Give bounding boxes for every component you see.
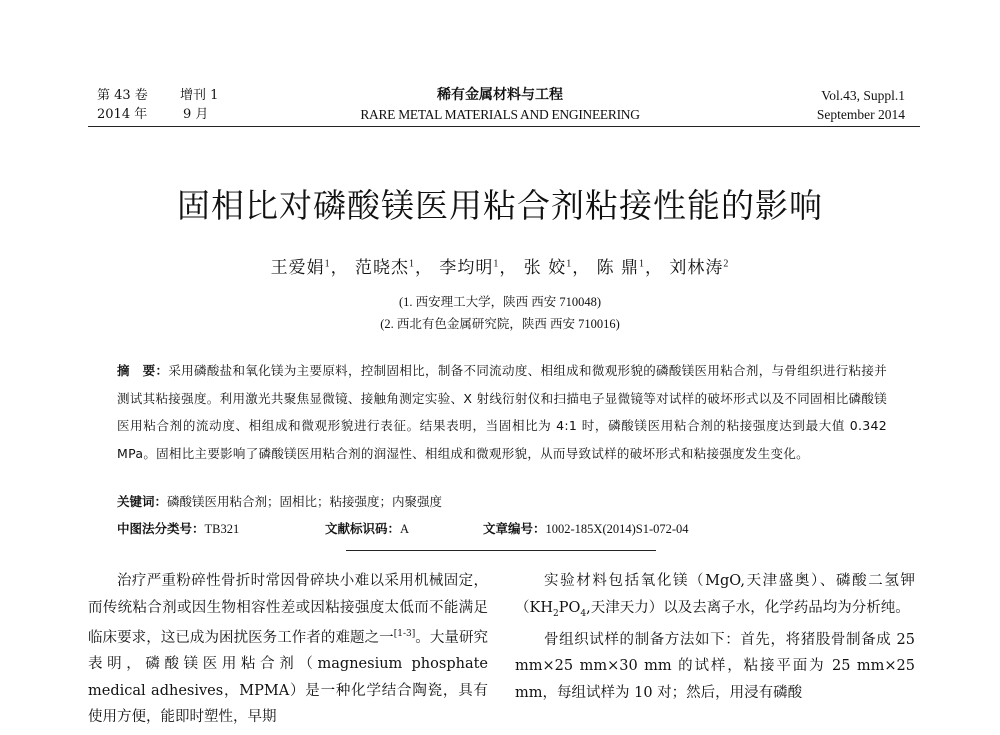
author-name: 刘林涛 [669,258,724,278]
article-number [483,519,689,537]
document-code [325,519,409,537]
author-affiliation-mark: 1 [324,258,331,270]
body-right-column [515,568,915,706]
author-affiliation-mark: 2 [723,258,730,270]
document-code-value: A [400,522,410,536]
author-name: 张 姣 [523,258,567,278]
header-rule [88,126,920,127]
affiliation-2: (2. 西北有色金属研究院，陕西 西安 710016) [380,317,620,331]
article-number-value: 1002-185X(2014)S1-072-04 [545,522,689,536]
keywords [117,492,442,510]
header-volume-en: Vol.43, Suppl.1 [821,88,905,103]
section-divider [346,550,656,551]
body-left-column [88,568,488,731]
clc-number [117,519,239,537]
author-affiliation-mark: 1 [493,258,500,270]
body-paragraph: 治疗严重粉碎性骨折时常因骨碎块小难以采用机械固定，而传统粘合剂或因生物相容性差或因粘接强度太低而不能满足临床要求，这已成为困扰医务工作者的难题之一[1-3]。大量研究表明，磷酸镁医用粘合剂（magnesium phosphate medical adhesives，MPMA）是一种化学结合陶瓷，具有使用方便，能即时塑性，早期 [88,573,489,726]
header-month: 9 月 [183,107,209,122]
author-name: 王爱娟 [270,258,325,278]
abstract-label: 摘 要： [117,363,169,378]
journal-title-cn: 稀有金属材料与工程 [437,87,563,103]
abstract [117,357,887,467]
header-year: 2014 年 [97,107,148,122]
article-number-label: 文章编号： [483,521,546,536]
body-paragraph: 骨组织试样的制备方法如下：首先，将猪股骨制备成 25 mm×25 mm×30 mm 的试样，粘接平面为 25 mm×25 mm，每组试样为 10 对；然后，用浸有磷酸 [515,631,915,701]
clc-label: 中图法分类号： [117,521,205,536]
header-issue: 增刊 1 [180,88,219,103]
journal-title-en: RARE METAL MATERIALS AND ENGINEERING [360,107,640,122]
keywords-label: 关键词： [117,494,168,509]
document-code-label: 文献标识码： [325,521,401,536]
keywords-text: 磷酸镁医用粘合剂；固相比；粘接强度；内聚强度 [167,494,443,509]
abstract-text: 采用磷酸盐和氧化镁为主要原料，控制固相比，制备不同流动度、相组成和微观形貌的磷酸镁医用粘合剂，与骨组织进行粘接并测试其粘接强度。利用激光共聚焦显微镜、接触角测定实验、X 射线衍射仪和扫描电子显微镜等对试样的破坏形式以及不同固相比磷酸镁医用粘合剂的流动度、相组成和微观形貌进行表征。结果表明，当固相比为 4:1 时，磷酸镁医用粘合剂的粘接强度达到最大值 0.342 MPa。固相比主要影响了磷酸镁医用粘合剂的润湿性、相组成和微观形貌，从而导致试样的破坏形式和粘接强度发生变化。 [117,363,887,461]
affiliation-1: (1. 西安理工大学，陕西 西安 710048) [398,295,602,309]
header-date-en: September 2014 [816,107,905,122]
header-volume: 第 43 卷 [97,88,148,103]
author-name: 李均明 [439,258,494,278]
author-name: 范晓杰 [354,258,409,278]
body-paragraph: 实验材料包括氧化镁（MgO,天津盛奥）、磷酸二氢钾（$KH_2PO_4$,天津天力）以及去离子水，化学药品均为分析纯。 [515,573,915,619]
author-affiliation-mark: 1 [639,258,646,270]
article-title: 固相比对磷酸镁医用粘合剂粘接性能的影响 [177,186,823,225]
author-list: 王爱娟$^1$， 范晓杰$^1$， 李均明$^1$， 张 姣$^1$， 陈 鼎$^1$， 刘林涛$^2$ [270,258,730,278]
author-affiliation-mark: 1 [566,258,573,270]
clc-value: TB321 [204,522,240,536]
author-name: 陈 鼎 [596,258,640,278]
citation-ref: [1-3] [393,629,416,639]
author-affiliation-mark: 1 [408,258,415,270]
